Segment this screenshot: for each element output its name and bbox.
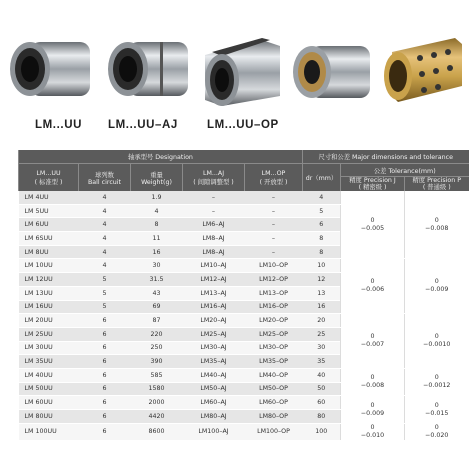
tolerance-upper: 0 [434,216,439,224]
label-lm-uu: LM...UU [35,119,82,131]
cell-model-uu: LM 13UU [19,286,79,300]
cell-model-uu: LM 4UU [19,191,79,204]
cell-model-op: LM80–OP [245,410,303,424]
cell-dr: 10 [303,259,341,273]
cell-dr: 30 [303,341,341,355]
cell-model-uu: LM 12UU [19,273,79,287]
cell-ball-circuit: 4 [79,245,131,259]
tolerance-upper: 0 [370,216,375,224]
cell-model-op: – [245,191,303,204]
tolerance-upper: 0 [370,401,375,409]
cell-weight: 31.5 [131,273,183,287]
cell-tolerance-p [405,396,469,423]
cell-model-uu: LM 40UU [19,368,79,382]
cell-ball-circuit: 6 [79,355,131,369]
cell-ball-circuit: 5 [79,300,131,314]
col-header-op: LM...OP ( 开放型 ) [245,164,303,192]
cell-model-op: LM13–OP [245,286,303,300]
cell-weight: 11 [131,232,183,246]
cell-model-uu: LM 80UU [19,410,79,424]
spec-table [18,150,469,441]
cell-ball-circuit: 5 [79,286,131,300]
cell-weight: 8600 [131,423,183,440]
table-row [19,396,469,410]
label-lm-uu-op: LM...UU–OP [207,119,279,131]
brass-bushing-photo [384,38,462,102]
cell-tolerance-j [341,314,405,369]
designation-header: 轴承型号 Designation [19,150,303,164]
tolerance-upper: 0 [370,423,375,431]
cell-dr: 13 [303,286,341,300]
cell-dr: 20 [303,314,341,328]
tolerance-upper: 0 [434,423,439,431]
cell-model-aj: LM10–AJ [183,259,245,273]
cell-model-aj: LM16–AJ [183,300,245,314]
cell-model-uu: LM 50UU [19,382,79,396]
tolerance-upper: 0 [434,374,439,382]
cell-model-op: LM12–OP [245,273,303,287]
cell-model-op: LM20–OP [245,314,303,328]
cell-model-op: – [245,204,303,218]
cell-model-aj: LM40–AJ [183,368,245,382]
cell-weight: 30 [131,259,183,273]
cell-model-op: LM35–OP [245,355,303,369]
table-row [19,259,469,273]
cell-dr: 8 [303,232,341,246]
cell-model-uu: LM 25UU [19,327,79,341]
cell-weight: 390 [131,355,183,369]
cell-tolerance-p [405,368,469,395]
lm-uu-photo [10,42,90,96]
cell-dr: 60 [303,396,341,410]
col-header-dr: dr（mm） [303,164,341,192]
cell-ball-circuit: 4 [79,218,131,232]
cell-weight: 69 [131,300,183,314]
cell-model-uu: LM 60UU [19,396,79,410]
cell-tolerance-p [405,191,469,259]
tolerance-lower: −0.0012 [423,382,451,390]
cell-dr: 8 [303,245,341,259]
cell-weight: 1580 [131,382,183,396]
cell-dr: 35 [303,355,341,369]
col-header-aj: LM...AJ ( 间隙调整型 ) [183,164,245,192]
tolerance-lower: −0.008 [360,382,385,390]
cell-model-op: – [245,218,303,232]
cell-dr: 40 [303,368,341,382]
tolerance-header: 公差 Tolerance(mm) [341,164,469,177]
cell-model-aj: LM100–AJ [183,423,245,440]
cell-model-op: LM60–OP [245,396,303,410]
cell-weight: 43 [131,286,183,300]
cell-model-op: – [245,232,303,246]
cell-model-op: LM40–OP [245,368,303,382]
cell-weight: 2000 [131,396,183,410]
cell-model-op: LM30–OP [245,341,303,355]
cell-model-uu: LM 30UU [19,341,79,355]
cell-ball-circuit: 6 [79,396,131,410]
col-header-precision-p: 精度 Precision P ( 普通级 ) [405,177,469,192]
cell-model-uu: LM 16UU [19,300,79,314]
cell-dr: 16 [303,300,341,314]
spec-table-body [19,191,469,440]
cell-model-aj: LM6–AJ [183,218,245,232]
table-row [19,368,469,382]
flanged-bearing-photo [293,46,370,98]
cell-tolerance-p [405,423,469,440]
cell-model-uu: LM 6UU [19,218,79,232]
cell-model-aj: – [183,204,245,218]
tolerance-lower: −0.020 [425,431,449,439]
cell-ball-circuit: 6 [79,423,131,440]
cell-tolerance-p [405,259,469,314]
cell-tolerance-j [341,368,405,395]
tolerance-lower: −0.005 [360,224,385,232]
cell-model-uu: LM 5UU [19,204,79,218]
tolerance-lower: −0.006 [360,286,385,294]
cell-ball-circuit: 6 [79,410,131,424]
cell-tolerance-j [341,259,405,314]
cell-model-op: LM25–OP [245,327,303,341]
cell-weight: 4420 [131,410,183,424]
cell-model-uu: LM 35UU [19,355,79,369]
cell-tolerance-j [341,423,405,440]
cell-dr: 4 [303,191,341,204]
table-row [19,191,469,204]
tolerance-upper: 0 [434,333,439,341]
cell-tolerance-j [341,396,405,423]
spec-table-wrapper [18,150,468,441]
cell-model-aj: LM60–AJ [183,396,245,410]
cell-model-aj: – [183,191,245,204]
col-header-weight: 重量 Weight(g) [131,164,183,192]
cell-ball-circuit: 6 [79,327,131,341]
cell-weight: 4 [131,204,183,218]
cell-model-aj: LM80–AJ [183,410,245,424]
label-lm-uu-aj: LM...UU–AJ [108,119,178,131]
cell-ball-circuit: 4 [79,232,131,246]
cell-model-op: LM50–OP [245,382,303,396]
cell-dr: 25 [303,327,341,341]
cell-weight: 87 [131,314,183,328]
cell-ball-circuit: 6 [79,314,131,328]
cell-weight: 220 [131,327,183,341]
cell-model-op: – [245,245,303,259]
cell-model-aj: LM30–AJ [183,341,245,355]
cell-model-uu: LM 10UU [19,259,79,273]
cell-model-op: LM16–OP [245,300,303,314]
table-row [19,423,469,440]
tolerance-upper: 0 [434,278,439,286]
cell-dr: 5 [303,204,341,218]
dimensions-header: 尺寸和公差 Major dimensions and tolerance [303,150,469,164]
cell-model-aj: LM50–AJ [183,382,245,396]
tolerance-lower: −0.007 [360,341,385,349]
tolerance-upper: 0 [370,333,375,341]
cell-tolerance-p [405,314,469,369]
col-header-uu: LM...UU ( 标准型 ) [19,164,79,192]
tolerance-lower: −0.010 [360,431,385,439]
tolerance-lower: −0.009 [425,286,449,294]
cell-ball-circuit: 4 [79,204,131,218]
col-header-ball: 球列数 Ball circuit [79,164,131,192]
cell-ball-circuit: 4 [79,259,131,273]
product-photos [0,0,474,112]
cell-model-aj: LM8–AJ [183,245,245,259]
cell-tolerance-j [341,191,405,259]
cell-dr: 80 [303,410,341,424]
cell-dr: 12 [303,273,341,287]
cell-ball-circuit: 6 [79,341,131,355]
cell-weight: 16 [131,245,183,259]
table-row [19,314,469,328]
lm-uu-aj-photo [108,42,188,96]
tolerance-upper: 0 [370,374,375,382]
cell-ball-circuit: 6 [79,368,131,382]
col-header-precision-j: 精度 Precision J ( 精密级 ) [341,177,405,192]
tolerance-lower: −0.008 [425,224,449,232]
cell-weight: 8 [131,218,183,232]
cell-model-aj: LM12–AJ [183,273,245,287]
cell-model-uu: LM 100UU [19,423,79,440]
cell-model-aj: LM20–AJ [183,314,245,328]
cell-model-uu: LM 8UU [19,245,79,259]
cell-model-aj: LM8–AJ [183,232,245,246]
cell-model-uu: LM 6SUU [19,232,79,246]
cell-ball-circuit: 6 [79,382,131,396]
cell-model-aj: LM35–AJ [183,355,245,369]
cell-dr: 100 [303,423,341,440]
cell-ball-circuit: 5 [79,273,131,287]
cell-weight: 1.9 [131,191,183,204]
cell-ball-circuit: 4 [79,191,131,204]
tolerance-lower: −0.0010 [423,341,451,349]
cell-model-uu: LM 20UU [19,314,79,328]
cell-dr: 6 [303,218,341,232]
tolerance-lower: −0.015 [425,409,449,417]
cell-dr: 50 [303,382,341,396]
cell-model-aj: LM25–AJ [183,327,245,341]
tolerance-lower: −0.009 [360,409,385,417]
cell-weight: 585 [131,368,183,382]
tolerance-upper: 0 [370,278,375,286]
lm-uu-op-photo [205,38,280,106]
tolerance-upper: 0 [434,401,439,409]
cell-model-op: LM10–OP [245,259,303,273]
cell-model-op: LM100–OP [245,423,303,440]
cell-weight: 250 [131,341,183,355]
cell-model-aj: LM13–AJ [183,286,245,300]
